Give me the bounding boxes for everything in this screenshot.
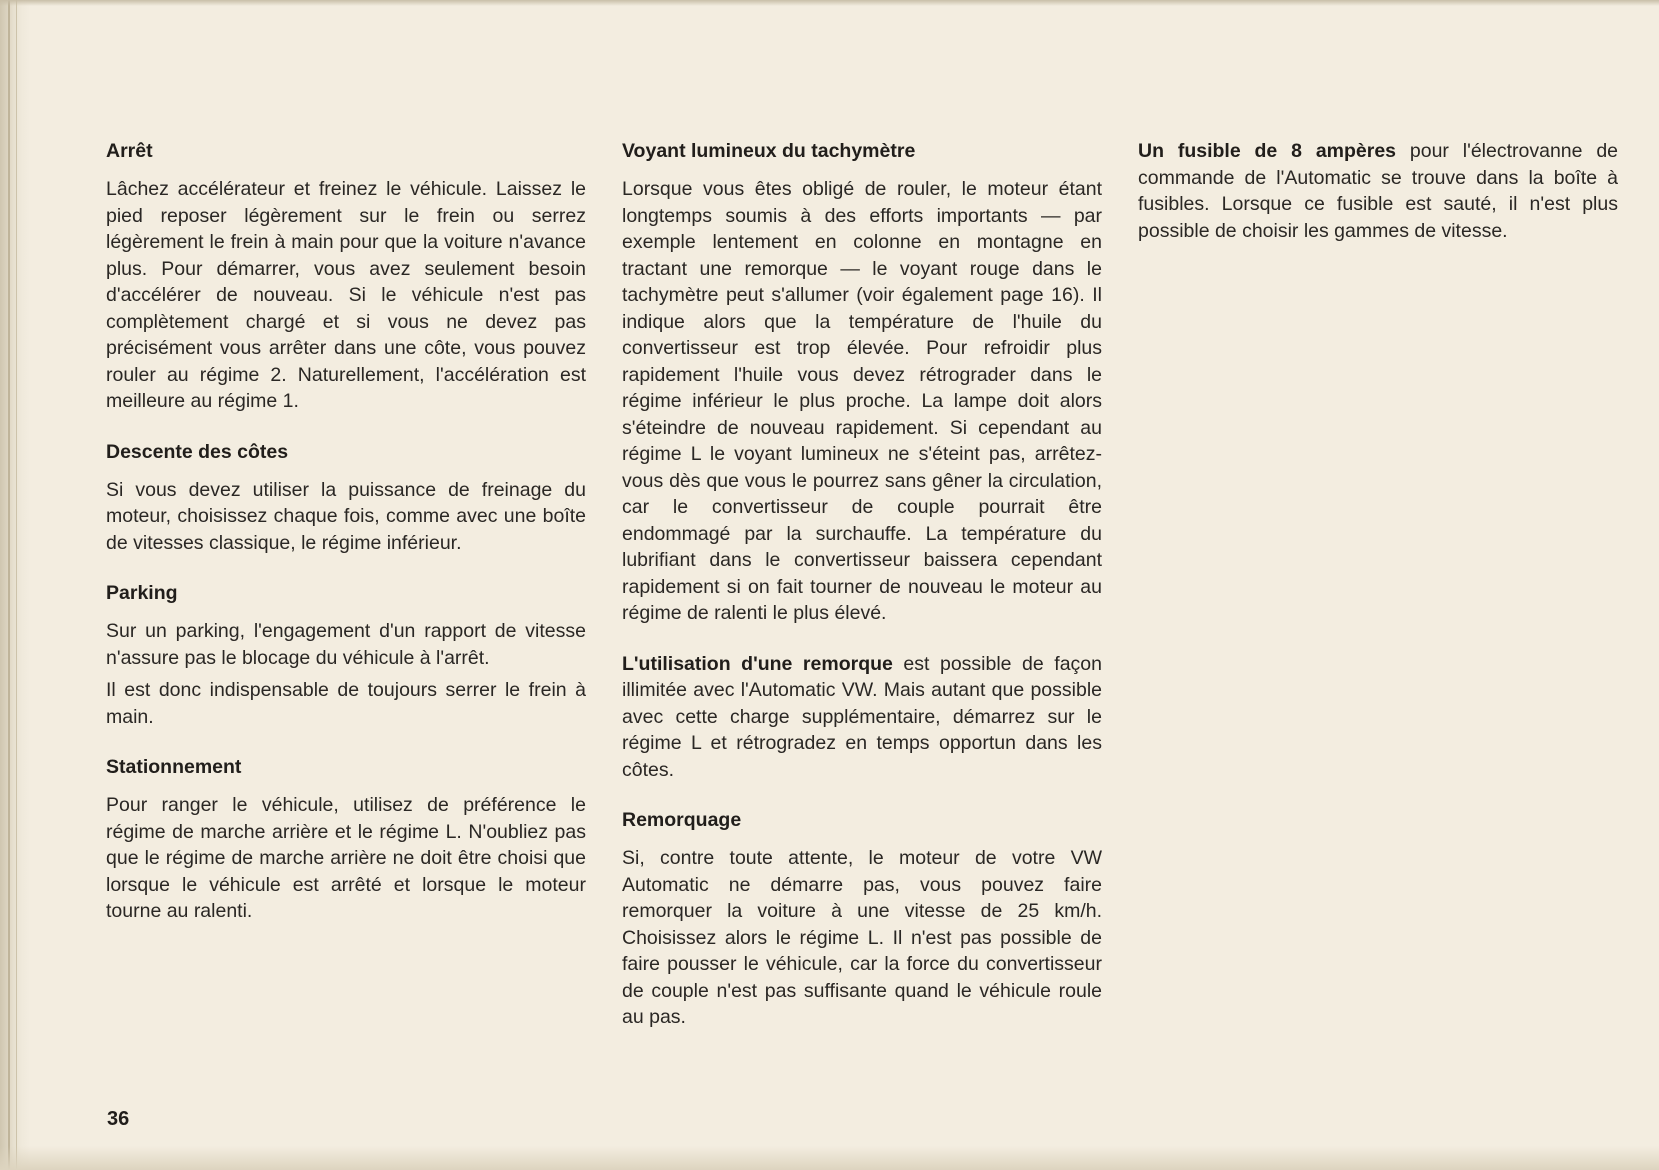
section-descente-des-cotes <box>106 439 586 557</box>
section-stationnement <box>106 754 586 925</box>
section-voyant-lumineux <box>622 138 1102 627</box>
section-paragraph: Il est donc indispensable de toujours serrer le frein à main. <box>106 679 586 728</box>
section-paragraph: Lâchez accélérateur et freinez le véhicule. Laissez le pied reposer légèrement sur le frein ou serrez légèrement le frein à main pour que la voiture n'avance plus. Pour démarrer, vous avez seulement besoin d'accélérer de nouveau. Si le véhicule n'est pas complètement chargé et si vous ne devez pas précisément vous arrêter dans une côte, vous pouvez rouler au régime 2. Naturellement, l'accélération est meilleure au régime 1. <box>106 178 586 412</box>
left-column <box>106 138 586 949</box>
section-parking <box>106 580 586 730</box>
section-remorquage <box>622 807 1102 1031</box>
section-heading: Arrêt <box>106 140 153 162</box>
section-paragraph: Lorsque vous êtes obligé de rouler, le moteur étant longtemps soumis à des efforts importants — par exemple lentement en colonne en montagne en tractant une remorque — le voyant rouge dans le tachymètre peut s'allumer (voir également page 16). Il indique alors que la température de l'huile du convertisseur est trop élevée. Pour refroidir plus rapidement l'huile vous devez rétrograder dans le régime inférieur le plus proche. La lampe doit alors s'éteindre de nouveau rapidement. Si cependant au régime L le voyant lumineux ne s'éteint pas, arrêtez-vous dès que vous le pourrez sans gêner la circulation, car le convertisseur de couple pourrait être endommagé par la surchauffe. La température du lubrifiant dans le convertisseur baissera cependant rapidement si on fait tourner de nouveau le moteur au régime de ralenti le plus élevé. <box>622 178 1102 624</box>
middle-column <box>622 138 1102 1055</box>
book-page-edge <box>0 0 30 1170</box>
lead-continuation: pour l'électrovanne de commande de l'Automatic se trouve dans la boîte à fusibles. Lorsque ce fusible est sauté, il n'est plus possible de choisir les gammes de vitesse. <box>1138 140 1619 242</box>
section-heading: Stationnement <box>106 756 242 778</box>
section-paragraph: Pour ranger le véhicule, utilisez de préférence le régime de marche arrière et le régime L. N'oubliez pas que le régime de marche arrière ne doit être choisi que lorsque le véhicule est arrêté et lorsque le moteur tourne au ralenti. <box>106 794 586 922</box>
bottom-shadow <box>0 1146 1659 1170</box>
top-shadow <box>0 0 1659 6</box>
right-column <box>1138 138 1618 268</box>
section-paragraph: Si vous devez utiliser la puissance de freinage du moteur, choisissez chaque fois, comme avec une boîte de vitesses classique, le régime inférieur. <box>106 478 586 554</box>
section-heading: Descente des côtes <box>106 440 289 463</box>
section-heading: Voyant lumineux du tachymètre <box>622 140 916 162</box>
lead-phrase: L'utilisation d'une remorque <box>622 652 893 675</box>
section-arret <box>106 138 586 415</box>
lead-phrase: Un fusible de 8 ampères <box>1138 140 1397 162</box>
section-heading: Parking <box>106 582 178 604</box>
fuse-note <box>1138 138 1618 244</box>
section-remorque-usage <box>622 651 1102 784</box>
section-paragraph: Sur un parking, l'engagement d'un rapport de vitesse n'assure pas le blocage du véhicule à l'arrêt. <box>106 620 586 669</box>
page-number: 36 <box>107 1108 130 1130</box>
lead-continuation: est possible de façon illimitée avec l'Automatic VW. Mais autant que possible avec cette charge supplémentaire, démarrez sur le régime L et rétrogradez en temps opportun dans les côtes. <box>622 652 1102 781</box>
section-paragraph: Si, contre toute attente, le moteur de votre VW Automatic ne démarre pas, vous pouvez faire remorquer la voiture à une vitesse de 25 km/h. Choisissez alors le régime L. Il n'est pas possible de faire pousser le véhicule, car la force du convertisseur de couple n'est pas suffisante quand le véhicule roule au pas. <box>622 847 1102 1028</box>
section-heading: Remorquage <box>622 809 742 831</box>
